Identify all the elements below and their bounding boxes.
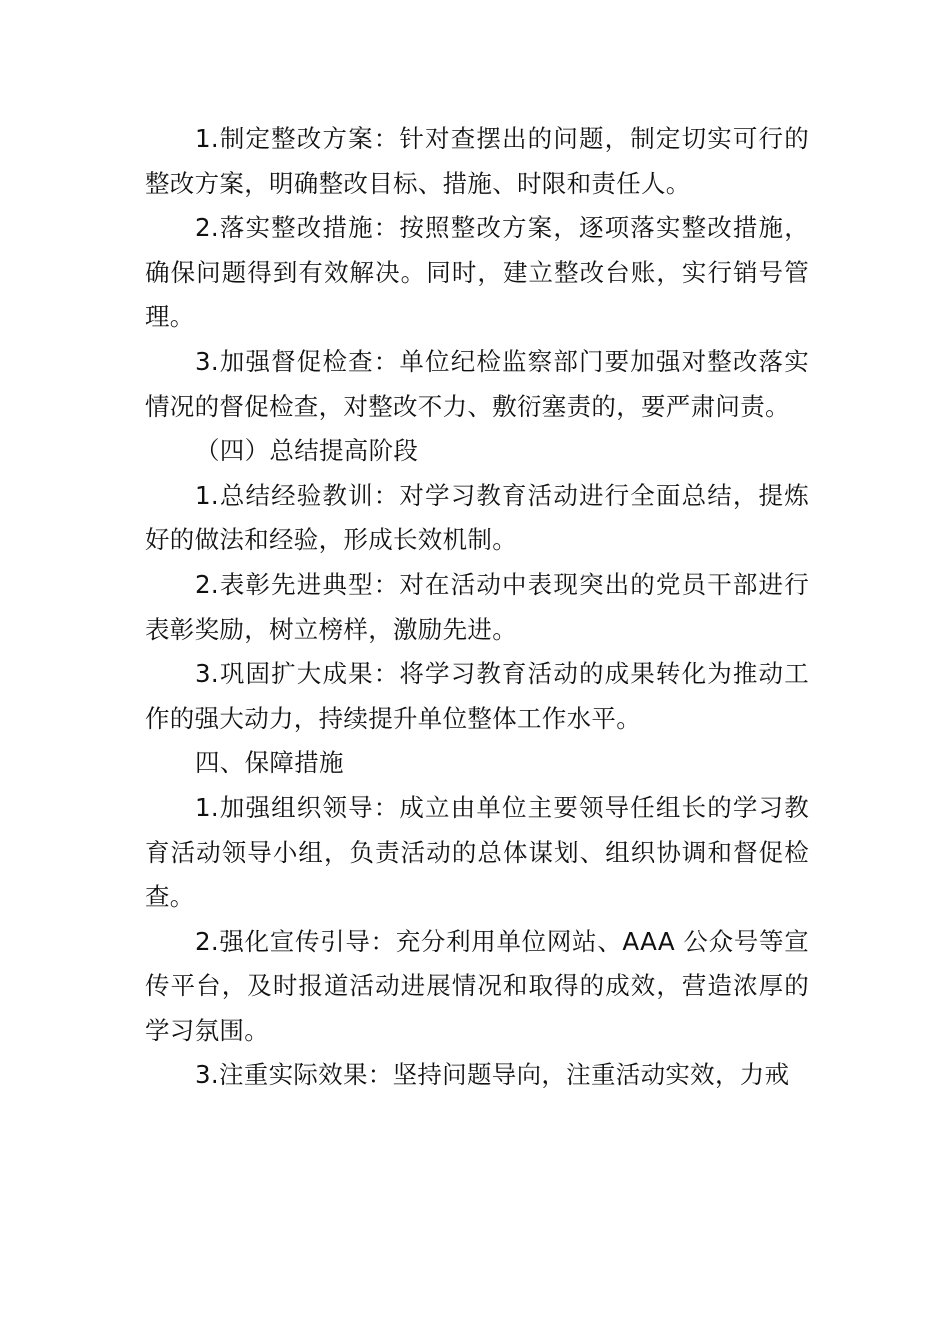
paragraph-supervision-inspection: 3.加强督促检查：单位纪检监察部门要加强对整改落实情况的督促检查，对整改不力、敷衍塞责的，要严肃问责。 [145,346,809,421]
paragraph-publicity-guidance: 2.强化宣传引导：充分利用单位网站、AAA 公众号等宣传平台，及时报道活动进展情况和取得的成效，营造浓厚的学习氛围。 [145,926,809,1045]
paragraph-rectification-plan: 1.制定整改方案：针对查摆出的问题，制定切实可行的整改方案，明确整改目标、措施、时限和责任人。 [145,124,809,198]
section-heading-summary-stage: （四）总结提高阶段 [195,436,419,466]
paragraph-organizational-leadership: 1.加强组织领导：成立由单位主要领导任组长的学习教育活动领导小组，负责活动的总体谋划、组织协调和督促检查。 [145,792,809,912]
paragraph-consolidate-results: 3.巩固扩大成果：将学习教育活动的成果转化为推动工作的强大动力，持续提升单位整体工作水平。 [145,659,809,733]
paragraph-practical-effect: 3.注重实际效果：坚持问题导向，注重活动实效，力戒 [195,1060,790,1090]
paragraph-summarize-experience: 1.总结经验教训：对学习教育活动进行全面总结，提炼好的做法和经验，形成长效机制。 [145,480,809,555]
paragraph-implement-measures: 2.落实整改措施：按照整改方案，逐项落实整改措施，确保问题得到有效解决。同时，建立整改台账，实行销号管理。 [145,213,809,332]
document-body [145,117,809,1098]
section-heading-safeguards: 四、保障措施 [195,748,344,778]
paragraph-commend-models: 2.表彰先进典型：对在活动中表现突出的党员干部进行表彰奖励，树立榜样，激励先进。 [145,569,809,644]
